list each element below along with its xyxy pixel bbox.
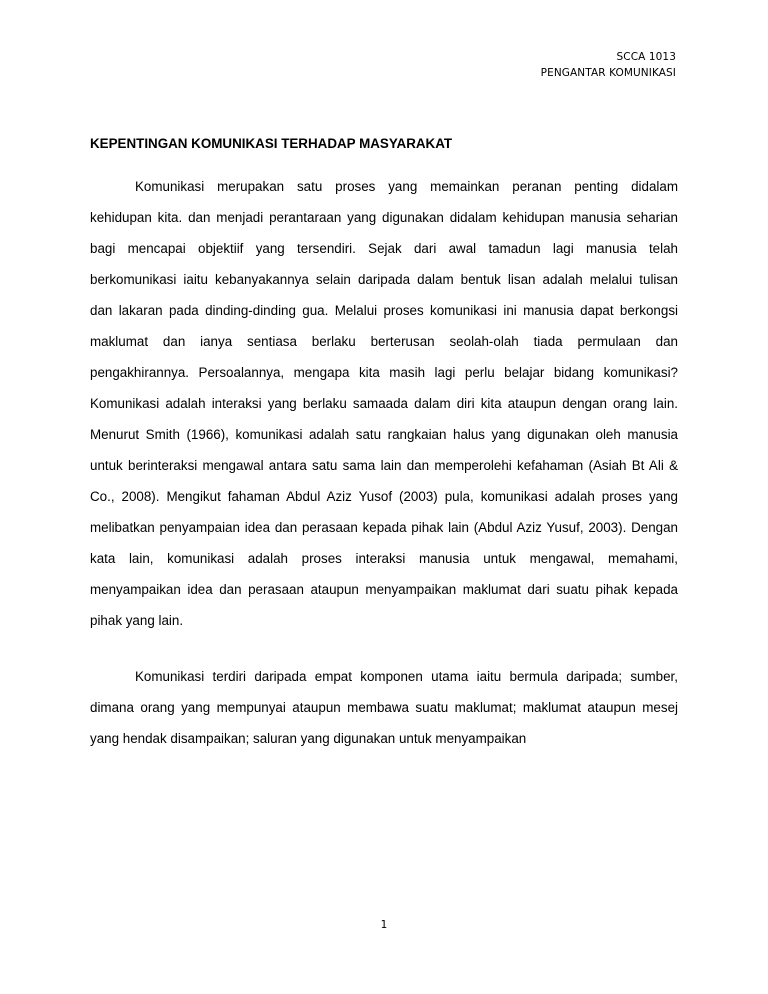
course-name: PENGANTAR KOMUNIKASI <box>540 67 676 79</box>
paragraph-2 <box>90 661 678 754</box>
paragraph-line: yang hendak disampaikan; saluran yang digunakan untuk menyampaikan <box>90 731 527 746</box>
paragraph-line: melibatkan penyampaian idea dan perasaan kepada pihak lain (Abdul Aziz Yusuf, 2003). Dengan <box>90 520 678 535</box>
paragraph-line: dimana orang yang mempunyai ataupun membawa suatu maklumat; maklumat ataupun mesej <box>90 700 678 715</box>
paragraph-line: untuk berinteraksi mengawal antara satu sama lain dan memperolehi kefahaman (Asiah Bt Ali & <box>90 458 678 473</box>
paragraph-line: maklumat dan ianya sentiasa berlaku berterusan seolah-olah tiada permulaan dan <box>90 334 678 349</box>
paragraph-line: kehidupan kita. dan menjadi perantaraan yang digunakan didalam kehidupan manusia seharian <box>90 210 678 225</box>
section-title: KEPENTINGAN KOMUNIKASI TERHADAP MASYARAKAT <box>90 136 453 151</box>
paragraph-1 <box>90 171 678 636</box>
paragraph-line: dan lakaran pada dinding-dinding gua. Melalui proses komunikasi ini manusia dapat berkongsi <box>90 303 678 318</box>
paragraph-line: Menurut Smith (1966), komunikasi adalah satu rangkaian halus yang digunakan oleh manusia <box>90 427 678 442</box>
course-code: SCCA 1013 <box>616 51 676 63</box>
paragraph-line: berkomunikasi iaitu kebanyakannya selain daripada dalam bentuk lisan adalah melalui tulisan <box>90 272 678 287</box>
page-number: 1 <box>380 919 388 931</box>
paragraph-line: Komunikasi merupakan satu proses yang memainkan peranan penting didalam <box>135 179 678 194</box>
paragraph-line: kata lain, komunikasi adalah proses interaksi manusia untuk mengawal, memahami, <box>90 551 678 566</box>
paragraph-line: pengakhirannya. Persoalannya, mengapa kita masih lagi perlu belajar bidang komunikasi? <box>90 365 678 380</box>
paragraph-line: menyampaikan idea dan perasaan ataupun menyampaikan maklumat dari suatu pihak kepada <box>90 582 678 597</box>
page-header <box>541 49 676 81</box>
paragraph-line: Komunikasi terdiri daripada empat komponen utama iaitu bermula daripada; sumber, <box>135 669 678 684</box>
paragraph-line: bagi mencapai objektiif yang tersendiri. Sejak dari awal tamadun lagi manusia telah <box>90 241 678 256</box>
paragraph-line: pihak yang lain. <box>90 613 184 628</box>
paragraph-line: Komunikasi adalah interaksi yang berlaku samaada dalam diri kita ataupun dengan orang lain. <box>90 396 678 411</box>
paragraph-line: Co., 2008). Mengikut fahaman Abdul Aziz Yusof (2003) pula, komunikasi adalah proses yang <box>90 489 678 504</box>
